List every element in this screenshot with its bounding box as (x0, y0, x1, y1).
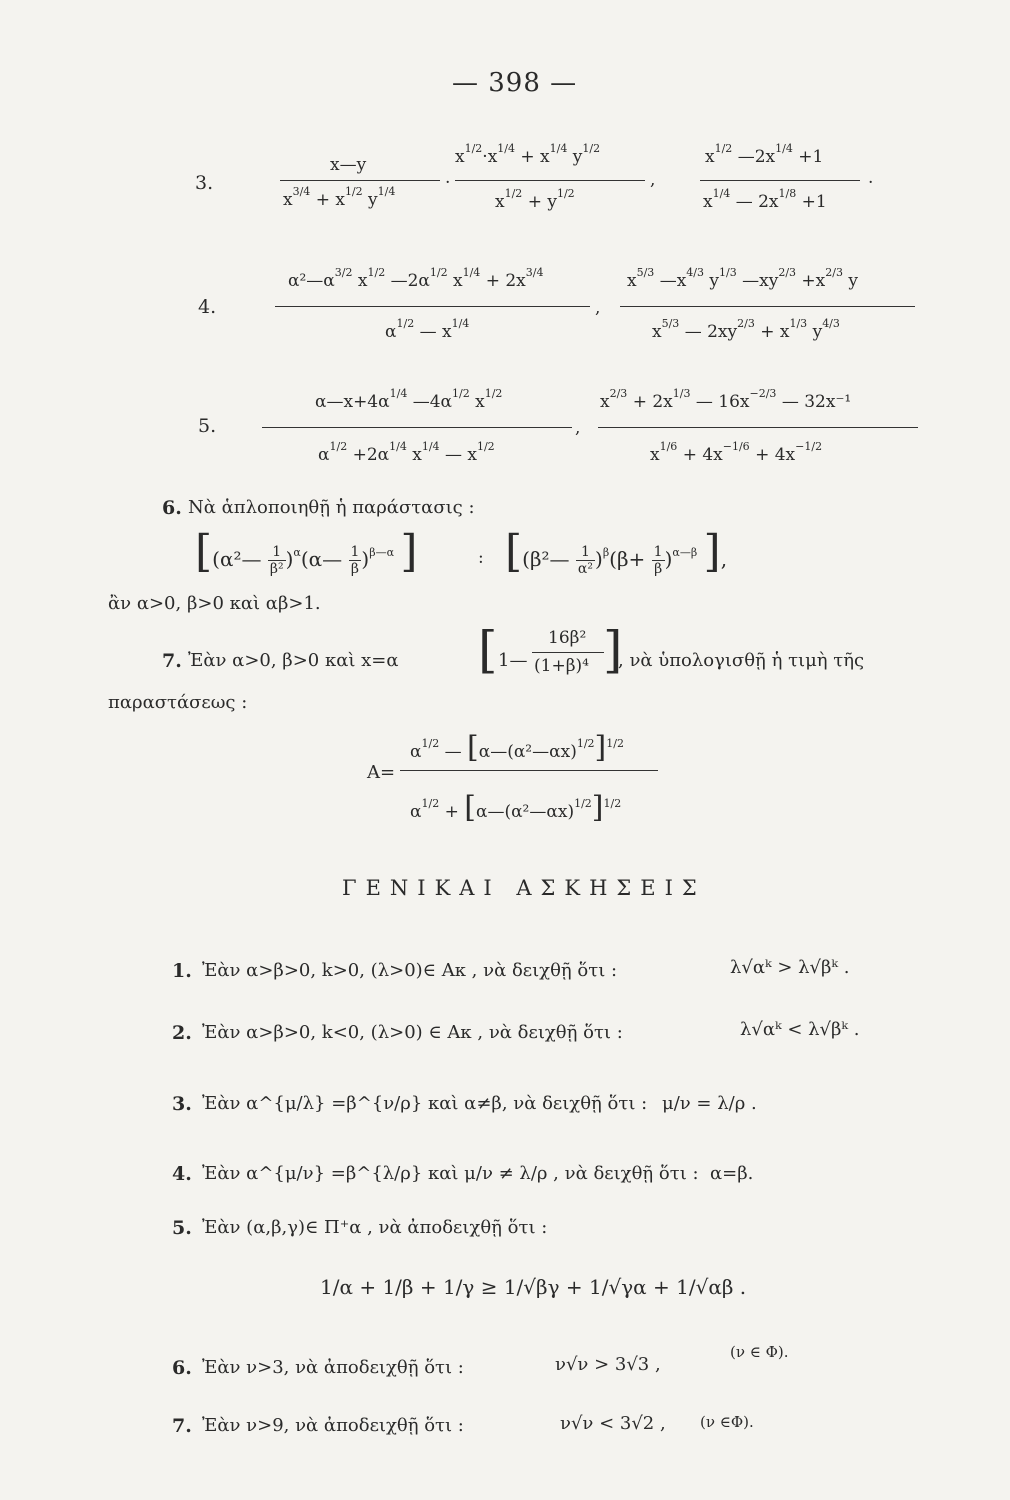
general-6-number: 6. (172, 1357, 192, 1379)
ex4-frac1-denominator: $\alpha^{1/2}$ — $x^{1/4}$ (385, 317, 470, 342)
ex7-bracket-open: [ (478, 621, 498, 679)
general-1-number: 1. (172, 960, 192, 982)
general-1-result: λ√αᵏ > λ√βᵏ . (730, 957, 850, 978)
general-3-result: μ/ν = λ/ρ . (662, 1093, 757, 1114)
ex3-period: . (868, 168, 874, 188)
ex3-comma: , (650, 170, 656, 190)
ex4-frac1-bar (275, 306, 590, 307)
page-number: — 398 — (452, 68, 578, 98)
ex4-frac2-bar (620, 306, 915, 307)
ex6-text: Νὰ ἁπλοποιηθῇ ἡ παράστασις : (188, 497, 475, 518)
ex7-A-bar (400, 770, 658, 771)
ex7-A-numerator: $\alpha^{1/2}$ — [α—(α²—αx)$^{1/2}$]$^{1/2}$ (410, 730, 624, 765)
ex4-frac1-numerator: $\alpha^2—\alpha^{3/2}$ $x^{1/2}$ $—2\alpha^{1/2}$ $x^{1/4} + 2x^{3/4}$ (288, 266, 544, 291)
general-7-note: (ν ∈Φ). (700, 1413, 754, 1431)
ex7-A-denominator: $\alpha^{1/2}$ + [α—(α²—αx)$^{1/2}$]$^{1/2}$ (410, 790, 622, 825)
ex5-frac2-bar (598, 427, 918, 428)
ex7-text-c: παραστάσεως : (108, 692, 248, 713)
ex5-comma: , (575, 418, 581, 438)
general-7-text: Ἐὰν ν>9, νὰ ἀποδειχθῇ ὅτι : (202, 1415, 464, 1436)
general-1-text: Ἐὰν α>β>0, k>0, (λ>0)∈ Aκ , νὰ δειχθῇ ὅτι : (202, 960, 618, 981)
ex4-frac2-numerator: $x^{5/3}$ $—x^{4/3}$ $y^{1/3}$ $—xy^{2/3} +x^{2/3}$ y (627, 266, 858, 291)
general-2-number: 2. (172, 1022, 192, 1044)
ex7-one-minus: 1— (498, 650, 528, 671)
general-4-result: α=β. (710, 1163, 754, 1184)
general-2-text: Ἐὰν α>β>0, k<0, (λ>0) ∈ Aκ , νὰ δειχθῇ ὅτι : (202, 1022, 623, 1043)
general-3-text: Ἐὰν α^{μ/λ} =β^{ν/ρ} καὶ α≠β, νὰ δειχθῇ ὅτι : (202, 1093, 648, 1114)
general-7-result: ν√ν < 3√2 , (560, 1413, 666, 1434)
ex6-expression-right: [(β²— $\frac{1}{\text{α²}}$ )$^\beta$(β+ $\frac{1}{\beta}$ )$^{\alpha—\beta}$ ], (505, 526, 728, 577)
ex5-frac2-denominator: $x^{1/6} + 4x^{-1/6} + 4x^{-1/2}$ (650, 440, 823, 465)
ex7-bracket-close: ] (603, 621, 623, 679)
general-3-number: 3. (172, 1093, 192, 1115)
ex3-frac2-bar (455, 180, 645, 181)
general-7-number: 7. (172, 1415, 192, 1437)
general-4-number: 4. (172, 1163, 192, 1185)
ex3-frac1-denominator: $x^{3/4} + x^{1/2}$ $y^{1/4}$ (283, 185, 396, 210)
exercise-6-number: 6. (162, 497, 182, 519)
ex3-frac3-bar (700, 180, 860, 181)
ex3-frac3-denominator: $x^{1/4}$ — $2x^{1/8} +1$ (703, 187, 827, 212)
ex7-A-label: A= (367, 762, 396, 783)
general-4-text: Ἐὰν α^{μ/ν} =β^{λ/ρ} καὶ μ/ν ≠ λ/ρ , νὰ δειχθῇ ὅτι : (202, 1163, 699, 1184)
exercise-5-number: 5. (198, 415, 217, 437)
ex5-frac2-numerator: $x^{2/3} + 2x^{1/3}$ — $16x^{-2/3}$ — 32x⁻¹ (600, 387, 852, 412)
ex6-expression-left: [(α²— $\frac{1}{\text{β²}}$ )$^\alpha$(α— $\frac{1}{\beta}$ )$^{\beta—\alpha}$ ] (195, 526, 418, 577)
ex3-frac3-numerator: $x^{1/2}$ $—2x^{1/4} +1$ (705, 142, 824, 167)
ex4-comma: , (595, 298, 601, 318)
ex6-condition: ἂν α>0, β>0 καὶ αβ>1. (108, 593, 321, 614)
ex3-frac2-denominator: $x^{1/2} + y^{1/2}$ (495, 187, 575, 212)
general-5-result: 1/α + 1/β + 1/γ ≥ 1/√βγ + 1/√γα + 1/√αβ . (320, 1275, 747, 1299)
general-2-result: λ√αᵏ < λ√βᵏ . (740, 1019, 860, 1040)
ex4-frac2-denominator: $x^{5/3}$ — $2xy^{2/3} + x^{1/3}$ $y^{4/3}$ (652, 317, 840, 342)
ex7-text-a: Ἐὰν α>0, β>0 καὶ x=α (188, 650, 399, 671)
ex5-frac1-bar (262, 427, 572, 428)
ex3-dot: . (445, 168, 451, 188)
ex5-frac1-denominator: $\alpha^{1/2} +2\alpha^{1/4}$ $x^{1/4}$ — $x^{1/2}$ (318, 440, 495, 465)
ex3-frac2-numerator: $x^{1/2}\cdot x^{1/4} + x^{1/4}$ $y^{1/2}$ (455, 142, 601, 167)
ex3-frac1-numerator: x—y (330, 155, 367, 175)
ex6-colon: : (478, 548, 484, 568)
ex7-frac-bar (532, 652, 604, 653)
general-6-note: (ν ∈ Φ). (730, 1343, 789, 1361)
general-6-result: ν√ν > 3√3 , (555, 1354, 661, 1375)
general-5-number: 5. (172, 1217, 192, 1239)
ex5-frac1-numerator: $\alpha—x+4\alpha^{1/4}$ $—4\alpha^{1/2}$ $x^{1/2}$ (315, 387, 503, 412)
ex7-text-b: , νὰ ὑπολογισθῇ ἡ τιμὴ τῆς (618, 650, 865, 671)
ex7-frac-denominator: (1+β)⁴ (534, 656, 589, 676)
section-title: ΓΕΝΙΚΑΙ ΑΣΚΗΣΕΙΣ (342, 876, 706, 900)
ex7-frac-numerator: 16β² (548, 628, 587, 648)
exercise-3-number: 3. (195, 172, 214, 194)
exercise-7-number: 7. (162, 650, 182, 672)
exercise-4-number: 4. (198, 296, 217, 318)
ex3-frac1-bar (280, 180, 440, 181)
general-6-text: Ἐὰν ν>3, νὰ ἀποδειχθῇ ὅτι : (202, 1357, 464, 1378)
general-5-text: Ἐὰν (α,β,γ)∈ Π⁺α , νὰ ἀποδειχθῇ ὅτι : (202, 1217, 548, 1238)
